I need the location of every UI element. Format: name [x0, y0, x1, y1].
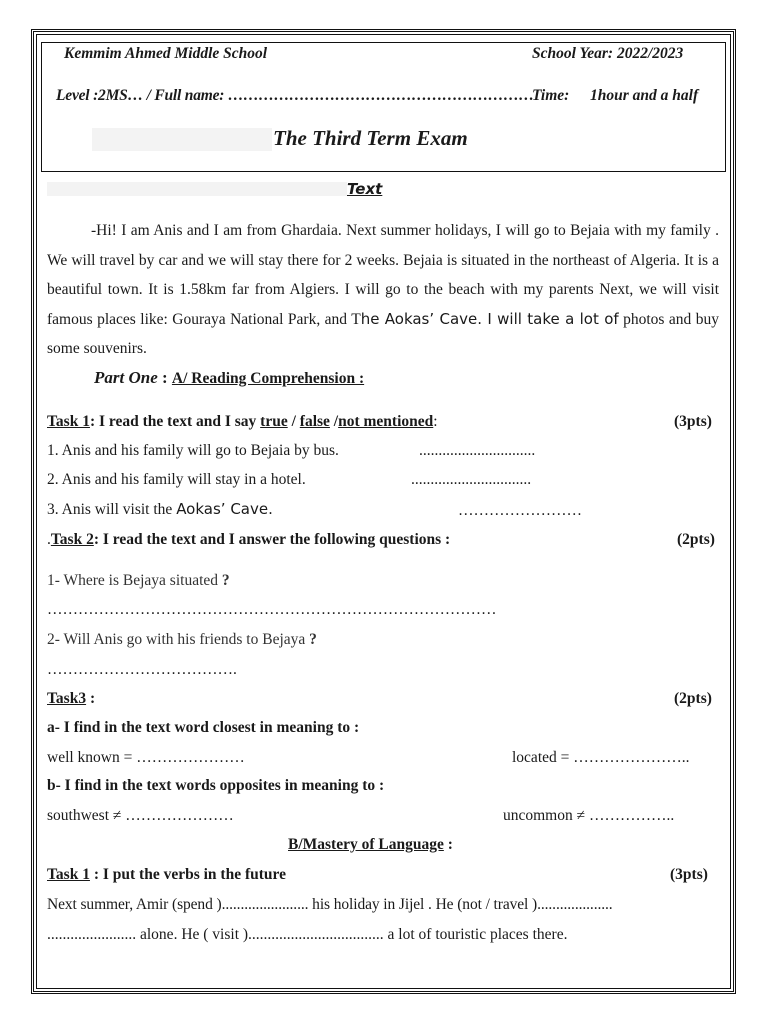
part-one-label: Part One	[94, 368, 158, 387]
task1b-label: Task 1	[47, 866, 90, 883]
task1-colon: :	[433, 413, 438, 430]
exam-title: The Third Term Exam	[273, 126, 468, 150]
text-heading-shading	[47, 182, 347, 196]
mastery-heading	[288, 835, 453, 855]
task3-a-instruction: a- I find in the text word closest in meaning to :	[47, 719, 360, 736]
part-one-colon: :	[157, 368, 172, 387]
task1b-line-2: ....................... alone. He ( visit )................................... a lot of touristic places there.	[47, 926, 568, 943]
task2-question-1	[47, 571, 230, 591]
school-name: Kemmim Ahmed Middle School	[64, 45, 268, 62]
q2-text: 2- Will Anis go with his friends to Bejaya	[47, 631, 310, 648]
level-name-line: Level :2MS… / Full name: ……………………………………………………	[56, 87, 534, 104]
word-not-mentioned: not mentioned	[338, 413, 434, 430]
school-year: School Year: 2022/2023	[532, 45, 684, 62]
reading-passage	[47, 216, 719, 364]
text-heading: Text	[347, 180, 383, 198]
task1b-instruction	[47, 865, 286, 885]
task2-prefix: .	[47, 531, 51, 548]
sep1: /	[287, 413, 300, 430]
task1-question-1: 1. Anis and his family will go to Bejaia by bus.	[47, 442, 339, 459]
q1-text: 1- Where is Bejaya situated	[47, 572, 222, 589]
q3-text-sans: Aokas’ Cave.	[176, 500, 273, 518]
passage-text: -Hi! I am Anis and I am from Ghardaia. Next summer holidays, I will go to Bejaia with my family . We will travel by car and we will stay there for 2 weeks. Bejaia is situated in the northeast of Algeria. It is a beautiful town. It is 1.58km far from Algiers. I will go to the beach with my parents Next, we will visit famous places like: Gouraya National Park, and T	[47, 222, 719, 328]
task3-b-right: uncommon ≠ ……………..	[503, 807, 675, 824]
task3-a-right: located = …………………..	[512, 749, 690, 766]
task1-instr: : I read the text and I say	[89, 413, 261, 430]
task3-label: Task3	[47, 690, 87, 707]
task1b-points: (3pts)	[670, 866, 708, 883]
task3-heading	[47, 689, 95, 709]
word-true: true	[260, 413, 288, 430]
task3-points: (2pts)	[674, 690, 712, 707]
task1-question-2: 2. Anis and his family will stay in a hotel.	[47, 471, 306, 488]
task3-b-left: southwest ≠ …………………	[47, 807, 234, 824]
title-shading	[92, 128, 272, 151]
task2-instruction	[47, 530, 450, 550]
task1-answer-blank-3: ……………………	[458, 502, 582, 519]
task1b-line-1: Next summer, Amir (spend )....................... his holiday in Jijel . He (not / travel )....................	[47, 896, 613, 913]
passage-text-end: photos and buy some souvenirs.	[47, 310, 719, 357]
part-one-line	[94, 368, 364, 389]
task2-points: (2pts)	[677, 531, 715, 548]
q1-mark: ?	[221, 572, 230, 589]
sep2: /	[329, 413, 339, 430]
task1b-instr: : I put the verbs in the future	[89, 866, 287, 883]
task2-question-2	[47, 630, 317, 650]
word-false: false	[299, 413, 330, 430]
task1-instruction	[47, 412, 438, 432]
task1-answer-blank-1: ..............................	[419, 442, 536, 459]
q2-mark: ?	[309, 631, 317, 648]
task1-label: Task 1	[47, 413, 90, 430]
passage-text-sans: he Aokas’ Cave. I will take a lot of	[360, 309, 619, 328]
time-label: Time:	[532, 87, 570, 104]
task1-answer-blank-2: ...............................	[411, 471, 532, 488]
mastery-label: B/Mastery of Language	[288, 836, 444, 853]
task1-question-3	[47, 499, 273, 520]
mastery-colon: :	[443, 836, 453, 853]
task2-label: Task 2	[50, 531, 94, 548]
task3-a-left: well known = …………………	[47, 749, 245, 766]
task2-answer-line-2: ……………………………….	[47, 661, 237, 678]
task3-b-instruction: b- I find in the text words opposites in meaning to :	[47, 777, 385, 794]
time-value: 1hour and a half	[590, 87, 699, 104]
reading-comprehension-heading: A/ Reading Comprehension :	[171, 370, 365, 387]
task3-colon: :	[86, 690, 96, 707]
task2-answer-line-1: ……………………………………………………………………………	[47, 601, 497, 618]
task1-points: (3pts)	[674, 413, 712, 430]
task2-instr: : I read the text and I answer the following questions :	[93, 531, 451, 548]
q3-text: 3. Anis will visit the	[47, 501, 177, 518]
